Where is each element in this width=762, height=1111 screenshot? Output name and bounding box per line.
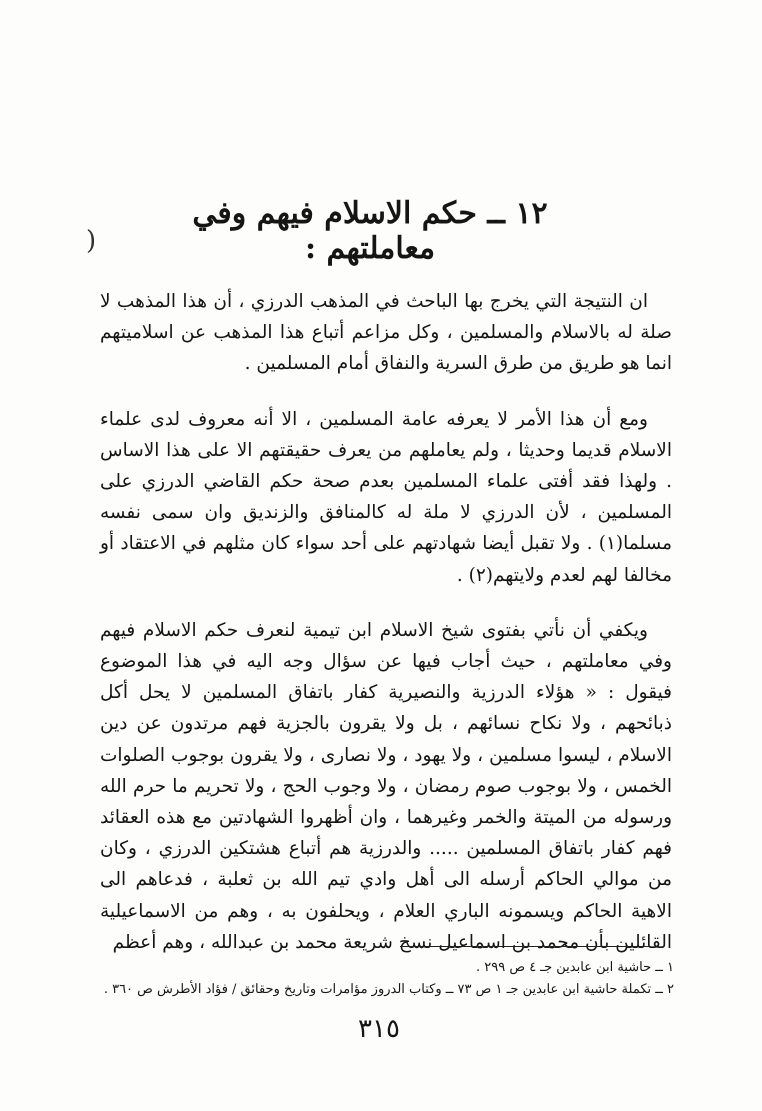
paragraph-2: ومع أن هذا الأمر لا يعرفه عامة المسلمين ، الا أنه معروف لدى علماء الاسلام قديما وحديثا ، ولم يعاملهم من يعرف حقيقتهم الا على هذا الاساس . ولهذا فقد أفتى علماء المسلمين بعدم صحة حكم القاضي الدرزي على المسلمين ، لأن الدرزي لا ملة له كالمنافق والزنديق وان سمى نفسه مسلما(١) . ولا تقبل أيضا شهادتهم على أحد سواء كان مثلهم في الاعتقاد أو مخالفا لهم لعدم ولايتهم(٢) . — [100, 408, 672, 586]
footnote-1: ١ ــ حاشية ابن عابدين جـ ٤ ص ٢٩٩ . — [475, 960, 674, 975]
body-text — [100, 286, 672, 958]
paragraph-3: ويكفي أن نأتي بفتوى شيخ الاسلام ابن تيمية لنعرف حكم الاسلام فيهم وفي معاملتهم ، حيث أجاب فيها عن سؤال وجه اليه في هذا الموضوع فيقول : « هؤلاء الدرزية والنصيرية كفار باتفاق المسلمين لا يحل أكل ذبائحهم ، ولا نكاح نسائهم ، بل ولا يقرون بالجزية فهم مرتدون عن دين الاسلام ، ليسوا مسلمين ، ولا يهود ، ولا نصارى ، ولا يقرون بوجوب الصلوات الخمس ، ولا بوجوب صوم رمضان ، ولا وجوب الحج ، ولا تحريم ما حرم الله ورسوله من الميتة والخمر وغيرهما ، وان أظهروا الشهادتين مع هذه العقائد فهم كفار باتفاق المسلمين ..... والدرزية هم أتباع هشتكين الدرزي ، وكان من موالي الحاكم أرسله الى أهل وادي تيم الله بن ثعلبة ، فدعاهم الى الاهية الحاكم ويسمونه الباري العلام ، ويحلفون به ، وهم من الاسماعيلية القائلين بأن محمد بن اسماعيل نسخ شريعة محمد بن عبدالله ، وهم أعظم — [100, 619, 672, 953]
section-heading: ١٢ ــ حكم الاسلام فيهم وفي معاملتهم : — [192, 196, 548, 266]
footnote-divider — [400, 946, 650, 947]
margin-bracket-mark: ) — [86, 226, 97, 256]
footnote-2: ٢ ــ تكملة حاشية ابن عابدين جـ ١ ص ٧٣ ــ وكتاب الدروز مؤامرات وتاريخ وحقائق / فؤاد الأطرش ص ٣٦٠ . — [103, 982, 674, 997]
page-number: ٣١٥ — [358, 1014, 400, 1044]
footnotes — [103, 957, 674, 1001]
paragraph-1: ان النتيجة التي يخرج بها الباحث في المذهب الدرزي ، أن هذا المذهب لا صلة له بالاسلام والمسلمين ، وكل مزاعم أتباع هذا المذهب عن اسلاميتهم انما هو طريق من طرق السرية والنفاق أمام المسلمين . — [100, 291, 672, 375]
